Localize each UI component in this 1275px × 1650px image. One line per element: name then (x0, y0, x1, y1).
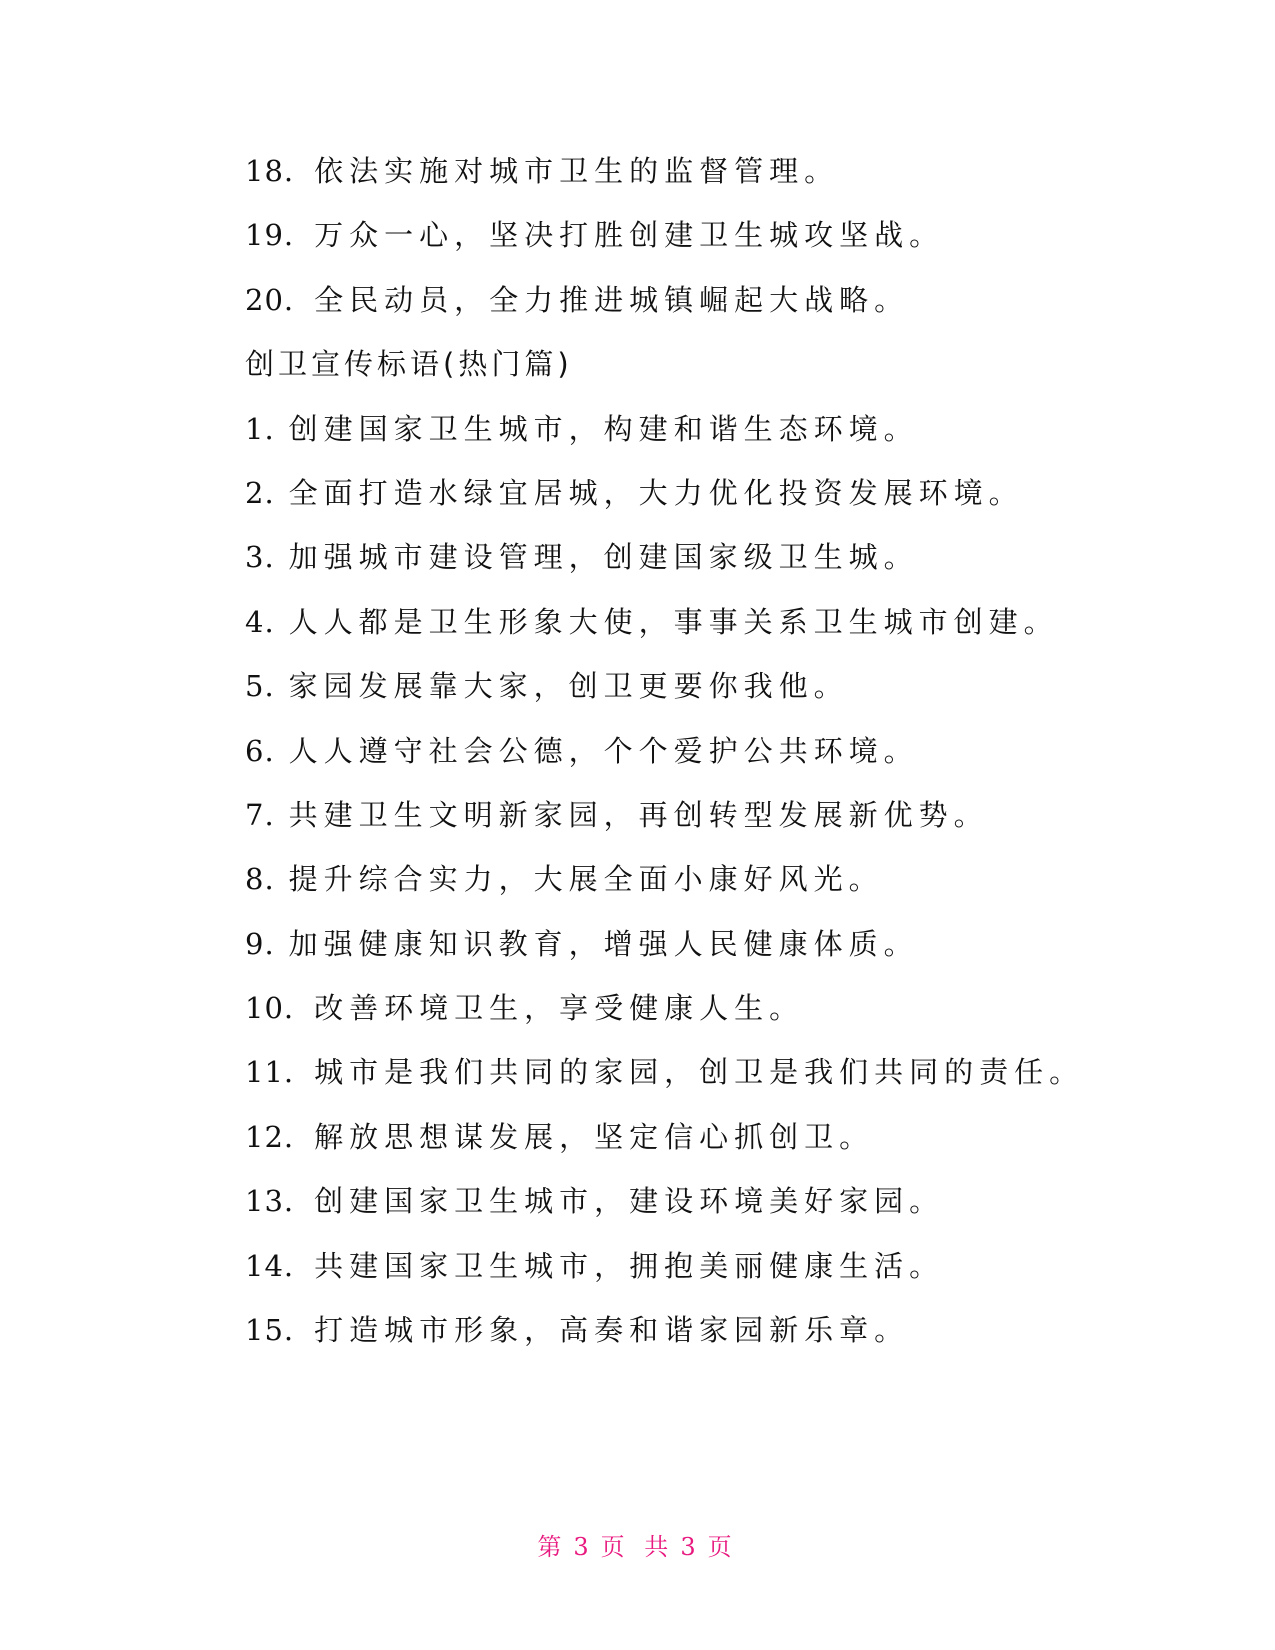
list-item (245, 139, 1165, 203)
item-number: 15. (245, 1313, 295, 1348)
item-text: 打造城市形象，高奏和谐家园新乐章。 (314, 1313, 910, 1348)
list-item (245, 525, 1165, 589)
item-number: 7. (245, 797, 275, 832)
list-item (245, 783, 1165, 847)
list-item (245, 590, 1165, 654)
item-text: 共建国家卫生城市，拥抱美丽健康生活。 (314, 1248, 945, 1283)
footer-prefix: 第 (537, 1533, 568, 1561)
item-text: 人人都是卫生形象大使，事事关系卫生城市创建。 (288, 604, 1059, 639)
list-item (245, 203, 1165, 267)
item-text: 提升综合实力，大展全面小康好风光。 (288, 862, 884, 897)
item-number: 13. (245, 1184, 295, 1219)
list-item (245, 268, 1165, 332)
item-number: 19. (245, 218, 295, 253)
item-text: 加强城市建设管理，创建国家级卫生城。 (288, 540, 919, 575)
item-number: 18. (245, 154, 295, 188)
item-number: 6. (245, 733, 275, 768)
list-item (245, 461, 1165, 525)
item-number: 14. (245, 1248, 295, 1283)
item-number: 8. (245, 862, 275, 897)
list-item (245, 847, 1165, 911)
item-number: 11. (245, 1055, 295, 1090)
list-item (245, 1040, 1165, 1104)
document-body (245, 139, 1165, 1362)
item-text: 共建卫生文明新家园，再创转型发展新优势。 (288, 797, 989, 832)
item-text: 家园发展靠大家，创卫更要你我他。 (288, 669, 849, 704)
page-footer (0, 1527, 1275, 1562)
item-text: 依法实施对城市卫生的监督管理。 (314, 154, 840, 188)
item-text: 城市是我们共同的家园，创卫是我们共同的责任。 (314, 1055, 1085, 1090)
section-heading: 创卫宣传标语(热门篇) (245, 347, 573, 382)
item-text: 全面打造水绿宜居城，大力优化投资发展环境。 (288, 475, 1024, 510)
list-item (245, 1298, 1165, 1362)
footer-page-number: 3 (573, 1533, 595, 1561)
item-number: 1. (245, 411, 275, 446)
list-item (245, 397, 1165, 461)
item-text: 全民动员，全力推进城镇崛起大战略。 (314, 282, 910, 317)
list-item (245, 1105, 1165, 1169)
item-text: 改善环境卫生，享受健康人生。 (314, 991, 805, 1026)
item-text: 创建国家卫生城市，建设环境美好家园。 (314, 1184, 945, 1219)
item-text: 解放思想谋发展，坚定信心抓创卫。 (314, 1119, 875, 1154)
item-number: 5. (245, 669, 275, 704)
item-number: 9. (245, 926, 275, 961)
item-number: 12. (245, 1119, 295, 1154)
footer-middle: 页 共 (600, 1533, 675, 1561)
list-item (245, 1234, 1165, 1298)
item-text: 万众一心，坚决打胜创建卫生城攻坚战。 (314, 218, 945, 253)
list-item (245, 719, 1165, 783)
item-number: 4. (245, 604, 275, 639)
footer-suffix: 页 (707, 1533, 738, 1561)
item-number: 10. (245, 991, 295, 1026)
list-item (245, 912, 1165, 976)
item-number: 3. (245, 540, 275, 575)
list-item (245, 1169, 1165, 1233)
item-number: 2. (245, 475, 275, 510)
item-text: 加强健康知识教育，增强人民健康体质。 (288, 926, 919, 961)
footer-page-total: 3 (680, 1533, 702, 1561)
item-number: 20. (245, 282, 295, 317)
list-item (245, 976, 1165, 1040)
list-item (245, 654, 1165, 718)
item-text: 创建国家卫生城市，构建和谐生态环境。 (288, 411, 919, 446)
item-text: 人人遵守社会公德，个个爱护公共环境。 (288, 733, 919, 768)
